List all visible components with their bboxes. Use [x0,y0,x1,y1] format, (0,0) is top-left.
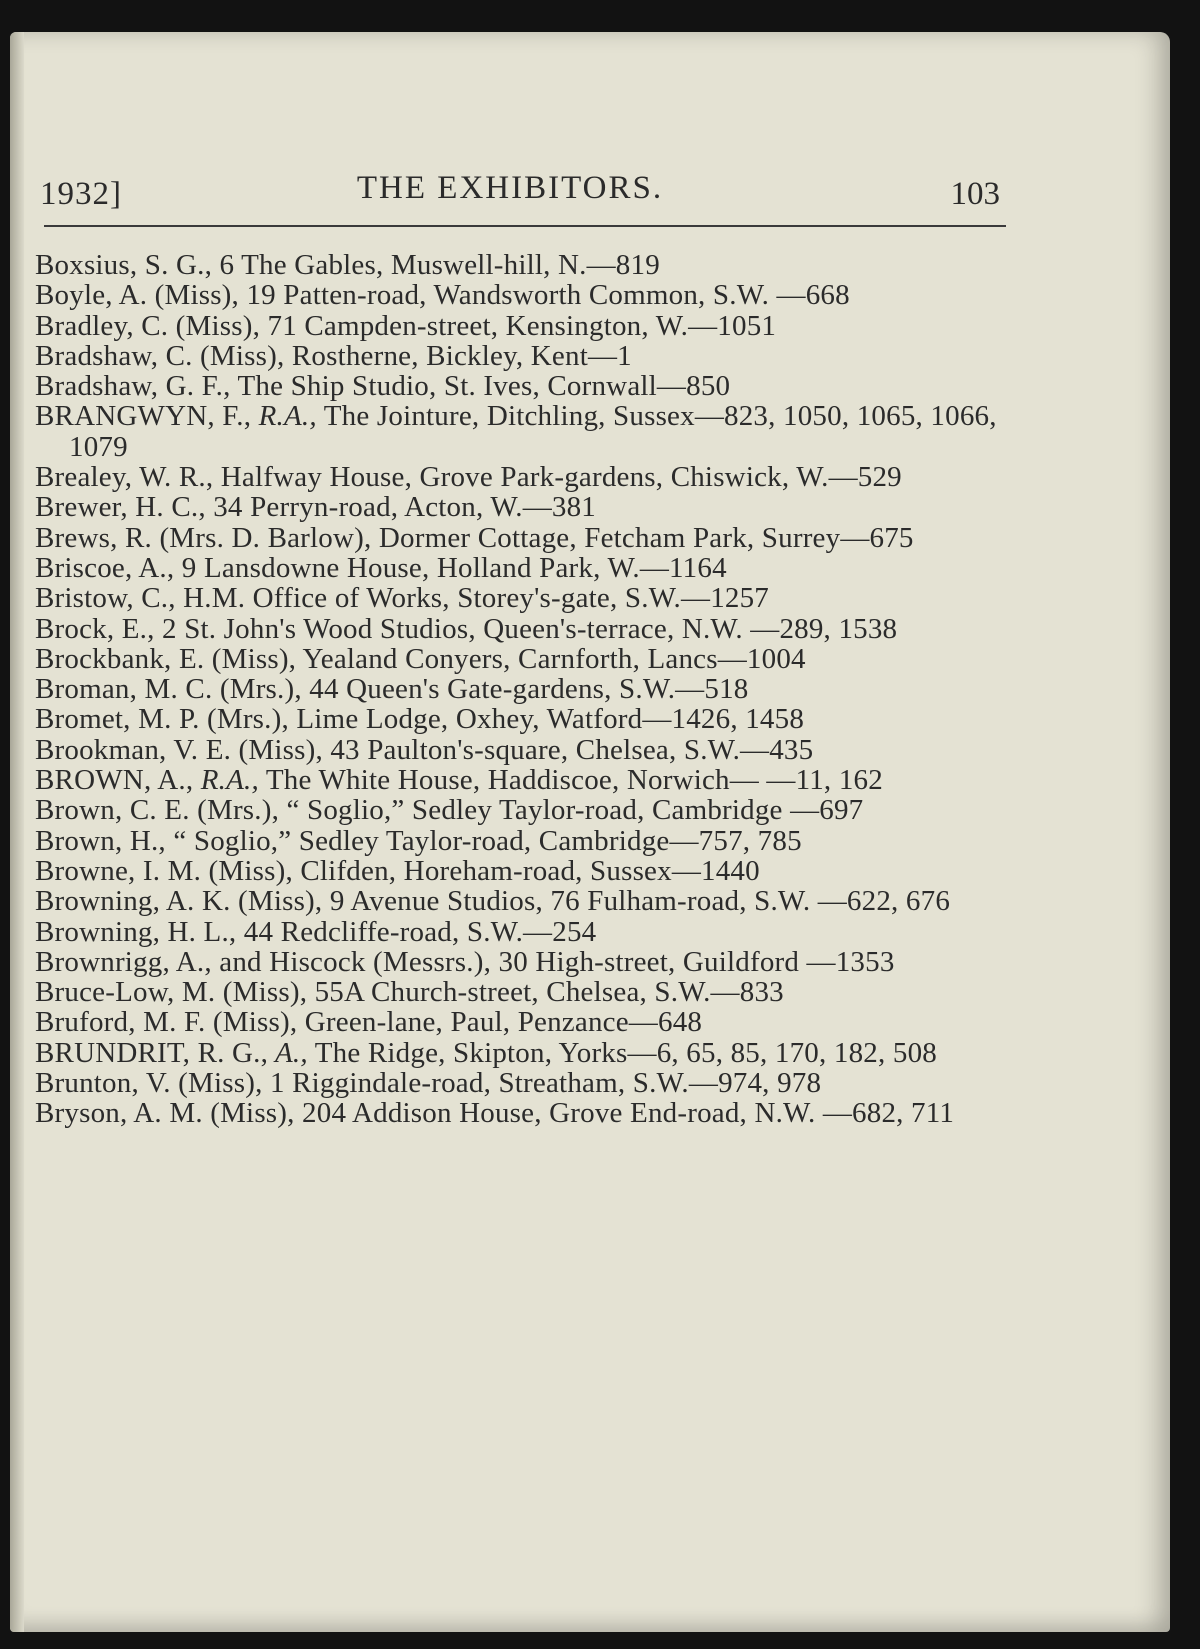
page-spine [10,32,24,1632]
exhibitor-entry [35,523,1015,553]
exhibitor-details: 44 Queen's Gate-gardens, S.W.—518 [301,673,749,706]
exhibitor-details: “ Soglio,” Sedley Taylor-road, Cambridge—757, 785 [165,824,802,857]
exhibitor-entry [35,977,1015,1007]
exhibitor-name: Brown, C. E. (Mrs.), [35,794,280,827]
exhibitor-entry [35,947,1015,977]
exhibitor-name: Brown, H., [35,824,166,857]
exhibitor-entry [35,1038,1015,1068]
exhibitor-entry [35,341,1015,371]
exhibitor-entry [35,886,1015,916]
exhibitor-details: The White House, Haddiscoe, Norwich— —11, 162 [258,764,883,797]
exhibitor-name: Bromet, M. P. (Mrs.), [35,703,289,736]
exhibitor-name: Brookman, V. E. (Miss), [35,733,323,766]
exhibitor-entry [35,1007,1015,1037]
exhibitor-name: Bryson, A. M. (Miss), [35,1097,295,1130]
exhibitor-academy-title: R.A., [251,400,317,433]
exhibitor-name: Briscoe, A., [35,551,175,584]
exhibitor-details: 9 Lansdowne House, Holland Park, W.—1164 [174,551,727,584]
exhibitor-entry [35,371,1015,401]
exhibitor-entry [35,735,1015,765]
exhibitor-details: 44 Redcliffe-road, S.W.—254 [236,915,597,948]
exhibitor-entry [35,917,1015,947]
exhibitor-list [35,250,1015,1129]
exhibitor-entry [35,250,1015,280]
exhibitor-entry [35,583,1015,613]
exhibitor-details: 19 Patten-road, Wandsworth Common, S.W. —668 [239,279,850,312]
exhibitor-name: Bruford, M. F. (Miss), [35,1006,298,1039]
exhibitor-entry [35,1068,1015,1098]
exhibitor-name: Brealey, W. R., [35,461,214,494]
exhibitor-name: Brews, R. (Mrs. D. Barlow), [35,521,372,554]
exhibitor-name: Brunton, V. (Miss), [35,1067,263,1100]
exhibitor-details: 43 Paulton's-square, Chelsea, S.W.—435 [322,733,814,766]
exhibitor-entry [35,765,1015,795]
exhibitor-details: The Jointure, Ditchling, Sussex—823, 1050, 1065, 1066, 1079 [69,400,997,463]
exhibitor-entry [35,311,1015,341]
exhibitor-name: Broman, M. C. (Mrs.), [35,673,302,706]
exhibitor-entry [35,401,1015,462]
exhibitor-details: 9 Avenue Studios, 76 Fulham-road, S.W. —622, 676 [322,885,951,918]
exhibitor-details: 71 Campden-street, Kensington, W.—1051 [260,309,777,342]
exhibitor-details: 6 The Gables, Muswell-hill, N.—819 [212,249,660,281]
exhibitor-name: Bruce-Low, M. (Miss), [35,976,308,1009]
exhibitor-details: Clifden, Horeham-road, Sussex—1440 [292,854,760,887]
exhibitor-details: Dormer Cottage, Fetcham Park, Surrey—675 [371,521,914,554]
exhibitor-details: H.M. Office of Works, Storey's-gate, S.W.—1257 [175,582,770,615]
header-rule [44,225,1006,227]
exhibitor-details: 2 St. John's Wood Studios, Queen's-terrace, N.W. —289, 1538 [154,612,898,645]
exhibitor-entry [35,856,1015,886]
exhibitor-name: Boyle, A. (Miss), [35,279,239,312]
exhibitor-name: Brock, E., [35,612,155,645]
exhibitor-name: Browning, A. K. (Miss), [35,885,323,918]
exhibitor-entry [35,462,1015,492]
exhibitor-name: Bradshaw, G. F., [35,370,231,403]
running-header [30,142,1000,214]
exhibitor-details: Lime Lodge, Oxhey, Watford—1426, 1458 [288,703,805,736]
exhibitor-name: BRANGWYN, F., [35,400,252,433]
exhibitor-details: Green-lane, Paul, Penzance—648 [297,1006,703,1039]
exhibitor-entry [35,553,1015,583]
exhibitor-entry [35,674,1015,704]
exhibitor-details: The Ridge, Skipton, Yorks—6, 65, 85, 170, 182, 508 [307,1036,937,1069]
exhibitor-entry [35,644,1015,674]
header-title: THE EXHIBITORS. [356,170,664,206]
exhibitor-name: Brownrigg, A., and Hiscock (Messrs.), [35,945,492,978]
exhibitor-name: Browne, I. M. (Miss), [35,854,293,887]
exhibitor-name: Brockbank, E. (Miss), [35,642,297,675]
exhibitor-name: BROWN, A., [35,764,194,797]
header-year: 1932] [40,176,122,212]
exhibitor-name: Brewer, H. C., [35,491,206,524]
exhibitor-entry [35,826,1015,856]
exhibitor-name: Browning, H. L., [35,915,237,948]
exhibitor-entry [35,1098,1015,1128]
exhibitor-name: BRUNDRIT, R. G., [35,1036,269,1069]
exhibitor-entry [35,795,1015,825]
exhibitor-details: Yealand Conyers, Carnforth, Lancs—1004 [296,642,806,675]
exhibitor-entry [35,704,1015,734]
exhibitor-details: Rostherne, Bickley, Kent—1 [284,339,632,372]
exhibitor-details: 55A Church-street, Chelsea, S.W.—833 [307,976,784,1009]
book-page [10,32,1170,1632]
exhibitor-name: Bradshaw, C. (Miss), [35,339,285,372]
exhibitor-name: Bradley, C. (Miss), [35,309,261,342]
exhibitor-details: 204 Addison House, Grove End-road, N.W. —682, 711 [294,1097,955,1130]
exhibitor-details: 34 Perryn-road, Acton, W.—381 [205,491,596,524]
exhibitor-name: Bristow, C., [35,582,176,615]
exhibitor-details: The Ship Studio, St. Ives, Cornwall—850 [230,370,731,403]
exhibitor-details: 30 High-street, Guildford —1353 [491,945,895,978]
exhibitor-name: Boxsius, S. G., [35,249,213,281]
exhibitor-details: 1 Riggindale-road, Streatham, S.W.—974, 978 [262,1067,822,1100]
exhibitor-entry [35,280,1015,310]
exhibitor-details: Halfway House, Grove Park-gardens, Chiswick, W.—529 [213,461,902,494]
exhibitor-details: “ Soglio,” Sedley Taylor-road, Cambridge —697 [279,794,864,827]
header-page-number: 103 [950,176,1000,212]
exhibitor-academy-title: R.A., [193,764,259,797]
exhibitor-entry [35,614,1015,644]
exhibitor-entry [35,492,1015,522]
exhibitor-academy-title: A., [268,1036,308,1069]
